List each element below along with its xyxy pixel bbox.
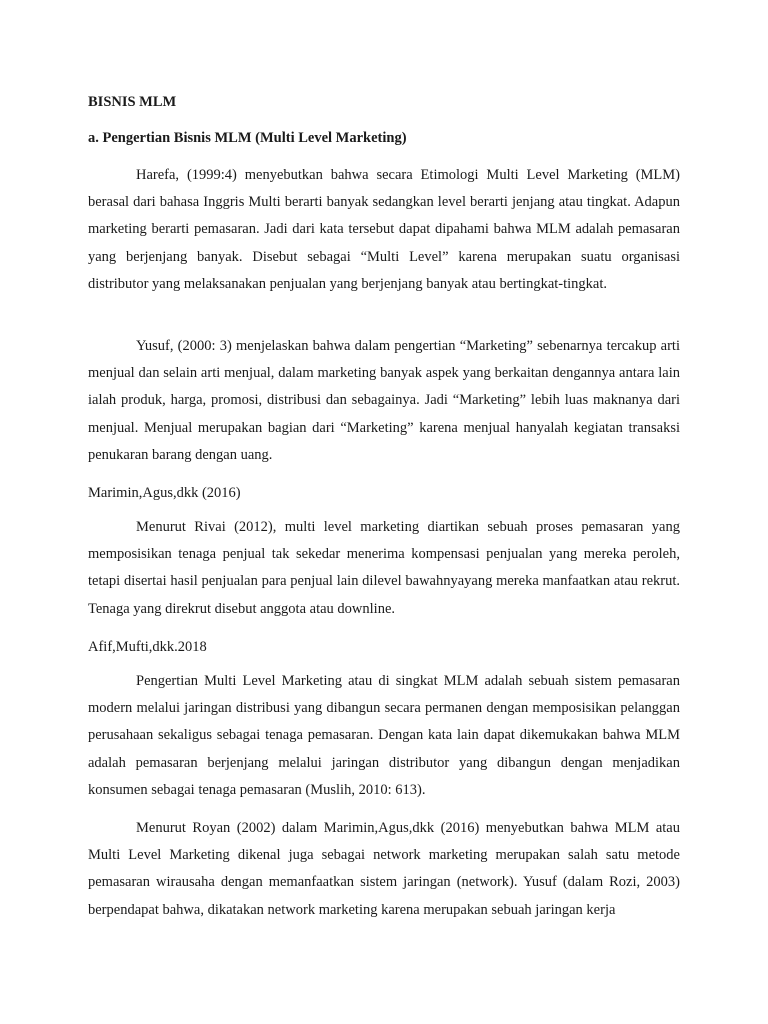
- section-heading: a. Pengertian Bisnis MLM (Multi Level Marketing): [88, 130, 407, 146]
- paragraph-2: Yusuf, (2000: 3) menjelaskan bahwa dalam pengertian “Marketing” sebenarnya tercakup arti menjual dan selain arti menjual, dalam marketing banyak aspek yang berkaitan dengannya antara lain ialah produk, harga, promosi, distribusi dan sebagainya. Jadi “Marketing” lebih luas maknanya dari menjual. Menjual merupakan bagian dari “Marketing” karena menjual hanyalah kegiatan transaksi penukaran barang dengan uang.: [88, 338, 680, 463]
- paragraph-1: Harefa, (1999:4) menyebutkan bahwa secara Etimologi Multi Level Marketing (MLM) berasal dari bahasa Inggris Multi berarti banyak sedangkan level berarti jenjang atau tingkat. Adapun marketing berarti pemasaran. Jadi dari kata tersebut dapat dipahami bahwa MLM adalah pemasaran yang berjenjang banyak. Disebut sebagai “Multi Level” karena merupakan suatu organisasi distributor yang melaksanakan penjualan yang berjenjang banyak atau bertingkat-tingkat.: [88, 167, 680, 292]
- document-title: BISNIS MLM: [88, 94, 177, 110]
- citation-2: Afif,Mufti,dkk.2018: [88, 639, 207, 655]
- paragraph-5: Menurut Royan (2002) dalam Marimin,Agus,dkk (2016) menyebutkan bahwa MLM atau Multi Level Marketing dikenal juga sebagai network marketing merupakan salah satu metode pemasaran wirausaha dengan memanfaatkan sistem jaringan (network). Yusuf (dalam Rozi, 2003) berpendapat bahwa, dikatakan network marketing karena merupakan sebuah jaringan kerja: [88, 820, 680, 918]
- citation-1: Marimin,Agus,dkk (2016): [88, 485, 241, 501]
- paragraph-3: Menurut Rivai (2012), multi level marketing diartikan sebuah proses pemasaran yang memposisikan tenaga penjual tak sekedar menerima kompensasi penjualan yang mereka peroleh, tetapi disertai hasil penjualan para penjual lain dilevel bawahnyayang mereka manfaatkan atau rekrut. Tenaga yang direkrut disebut anggota atau downline.: [88, 519, 680, 617]
- paragraph-4: Pengertian Multi Level Marketing atau di singkat MLM adalah sebuah sistem pemasaran modern melalui jaringan distribusi yang dibangun secara permanen dengan memposisikan pelanggan perusahaan sekaligus sebagai tenaga pemasaran. Dengan kata lain dapat dikemukakan bahwa MLM adalah pemasaran berjenjang melalui jaringan distributor yang dibangun dengan menjadikan konsumen sebagai tenaga pemasaran (Muslih, 2010: 613).: [88, 673, 680, 798]
